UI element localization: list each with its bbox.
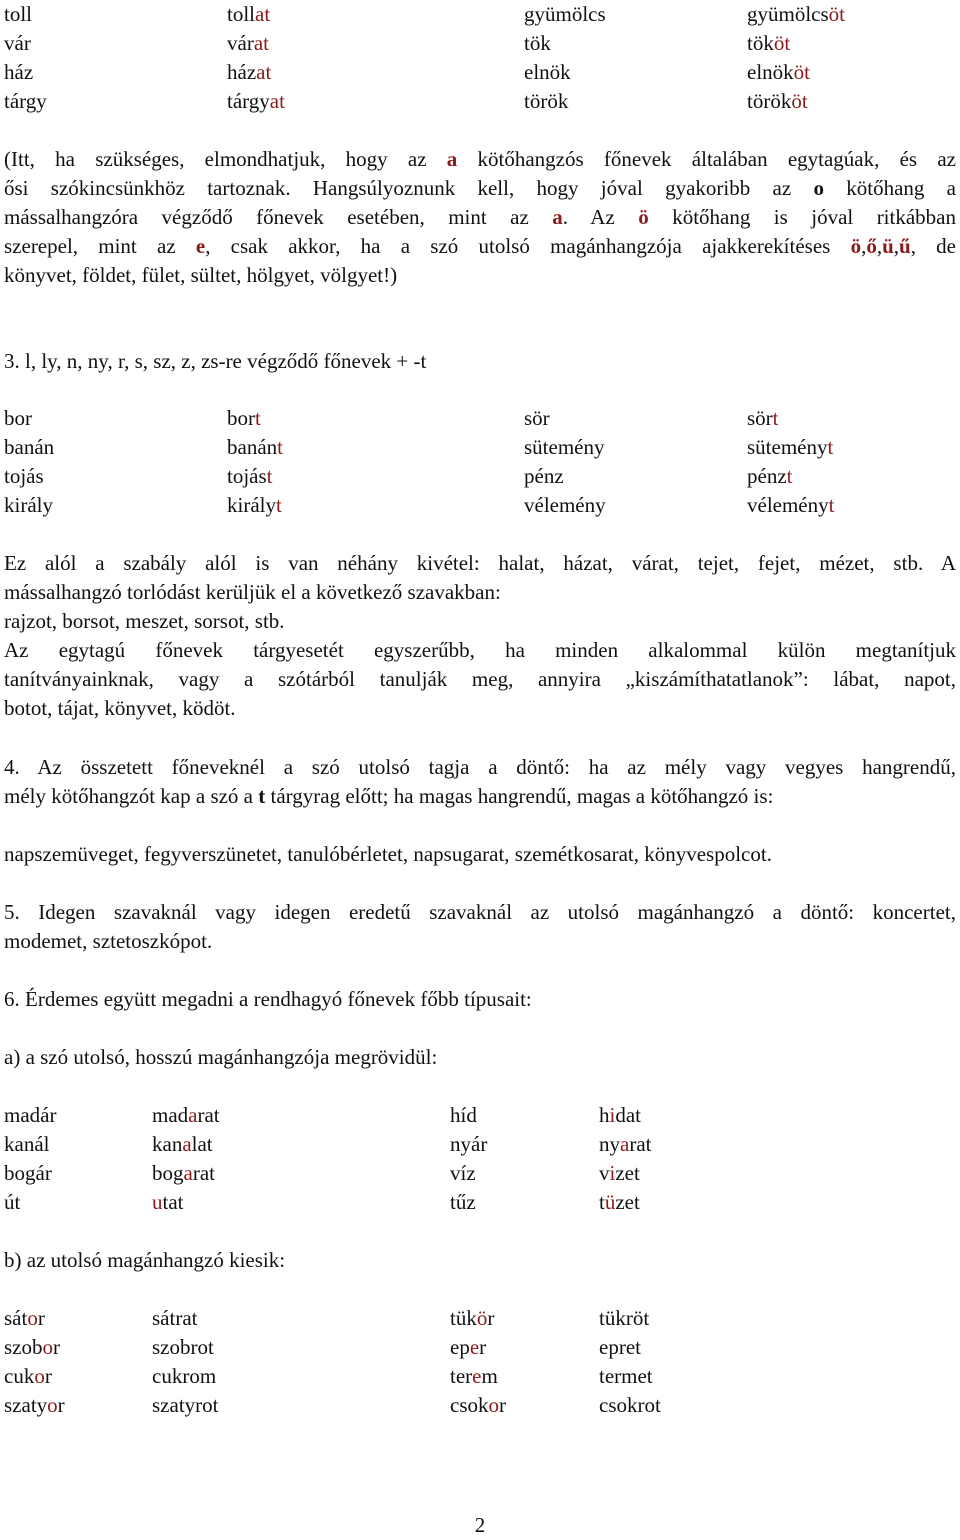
word-stem: török: [747, 89, 792, 113]
word-cell: [599, 1333, 641, 1362]
word-suffix: t: [772, 406, 779, 430]
word-cell: [4, 462, 44, 491]
note-paragraph: [4, 145, 956, 290]
word-cell: [524, 491, 606, 520]
word-suffix: at: [256, 60, 272, 84]
paragraph-line: (Itt, ha szükséges, elmondhatjuk, hogy az a kötőhangzós főnevek általában egytagúak, és az: [4, 147, 956, 171]
word-stem: tök: [524, 31, 551, 55]
word-stem: banán: [227, 435, 278, 459]
word-stem: vár: [4, 31, 31, 55]
word-cell: [747, 404, 779, 433]
highlighted-letter: ö: [638, 205, 649, 229]
word-stem: vélemény: [747, 493, 829, 517]
word-part: epret: [599, 1335, 641, 1359]
changed-vowel: i: [609, 1103, 616, 1127]
word-part: madár: [4, 1103, 57, 1127]
highlighted-letter: ü: [882, 234, 894, 258]
word-cell: [227, 0, 270, 29]
word-stem: király: [227, 493, 276, 517]
word-stem: elnök: [524, 60, 571, 84]
paragraph-line: Ez alól a szabály alól is van néhány kivétel: halat, házat, várat, tejet, fejet, mézet, stb. A: [4, 551, 956, 575]
word-suffix: t: [255, 406, 261, 430]
word-cell: [450, 1101, 477, 1130]
table-row: [4, 462, 956, 491]
word-cell: [524, 462, 564, 491]
word-cell: [524, 87, 568, 116]
word-part: szob: [4, 1335, 43, 1359]
word-cell: [524, 404, 550, 433]
word-part: r: [57, 1393, 65, 1417]
section-3-heading: 3. l, ly, n, ny, r, s, sz, z, zs-re végződő főnevek + -t: [4, 349, 427, 373]
word-cell: [599, 1130, 651, 1159]
word-part: r: [37, 1306, 45, 1330]
word-suffix: at: [253, 31, 269, 55]
word-stem: török: [524, 89, 569, 113]
word-cell: [450, 1362, 498, 1391]
word-stem: sütemény: [524, 435, 605, 459]
word-part: r: [487, 1306, 495, 1330]
word-suffix: öt: [773, 31, 791, 55]
section-5-paragraph: [4, 898, 956, 956]
word-cell: [4, 433, 54, 462]
word-part: ep: [450, 1335, 470, 1359]
word-part: zet: [615, 1161, 640, 1185]
word-part: v: [599, 1161, 610, 1185]
word-cell: [599, 1159, 640, 1188]
table-row: [4, 1362, 956, 1391]
word-stem: tárgy: [227, 89, 270, 113]
word-cell: [450, 1333, 486, 1362]
word-stem: elnök: [747, 60, 794, 84]
word-cell: [450, 1159, 476, 1188]
word-part: tat: [162, 1190, 184, 1214]
word-cell: [4, 404, 32, 433]
exceptions-paragraph: [4, 549, 956, 723]
paragraph-line: szerepel, mint az e, csak akkor, ha a szó utolsó magánhangzója ajakkerekítéses ö,ő,ü,ű, de: [4, 234, 956, 258]
word-part: r: [44, 1364, 52, 1388]
word-cell: [747, 462, 793, 491]
word-part: híd: [450, 1103, 477, 1127]
word-cell: [152, 1362, 216, 1391]
word-cell: [152, 1130, 213, 1159]
word-cell: [524, 0, 606, 29]
paragraph-line: modemet, sztetoszkópot.: [4, 929, 213, 953]
word-part: h: [599, 1103, 610, 1127]
word-part: lat: [191, 1132, 213, 1156]
word-cell: [747, 0, 845, 29]
word-part: t: [599, 1190, 605, 1214]
word-suffix: at: [269, 89, 285, 113]
word-suffix: t: [266, 464, 273, 488]
word-part: ter: [450, 1364, 473, 1388]
word-part: r: [479, 1335, 487, 1359]
word-cell: [4, 1101, 56, 1130]
word-part: tűz: [450, 1190, 476, 1214]
word-part: r: [53, 1335, 60, 1359]
highlighted-letter: ő: [866, 234, 877, 258]
changed-vowel: i: [609, 1161, 616, 1185]
word-cell: [747, 87, 808, 116]
word-cell: [227, 29, 269, 58]
word-stem: bor: [4, 406, 32, 430]
table-row: [4, 1333, 956, 1362]
paragraph-line: tanítványainknak, vagy a szótárból tanulják meg, annyira „kiszámíthatatlanok”: lábat, napot,: [4, 667, 956, 691]
paragraph-line: mássalhangzó torlódást kerüljük el a következő szavakban:: [4, 580, 501, 604]
table-row: [4, 1304, 956, 1333]
table-row: [4, 1101, 956, 1130]
word-part: m: [481, 1364, 498, 1388]
changed-vowel: o: [47, 1393, 58, 1417]
word-cell: [152, 1188, 184, 1217]
word-cell: [747, 29, 790, 58]
word-stem: toll: [4, 2, 33, 26]
word-suffix: t: [786, 464, 793, 488]
word-suffix: t: [275, 493, 282, 517]
table-row: [4, 29, 956, 58]
word-cell: [747, 433, 833, 462]
word-stem: sör: [747, 406, 773, 430]
word-part: zet: [615, 1190, 640, 1214]
paragraph-line: könyvet, földet, fület, sültet, hölgyet, völgyet!): [4, 263, 398, 287]
word-part: szaty: [4, 1393, 48, 1417]
word-cell: [152, 1333, 214, 1362]
word-part: csok: [450, 1393, 489, 1417]
changed-vowel: e: [472, 1364, 482, 1388]
word-part: rat: [629, 1132, 652, 1156]
paragraph-line: mély kötőhangzót kap a szó a t tárgyrag előtt; ha magas hangrendű, magas a kötőhangzó is:: [4, 784, 774, 808]
changed-vowel: o: [42, 1335, 53, 1359]
word-cell: [524, 58, 571, 87]
word-part: út: [4, 1190, 21, 1214]
paragraph-line: 5. Idegen szavaknál vagy idegen eredetű szavaknál az utolsó magánhangzó a döntő: koncertet,: [4, 900, 956, 924]
word-cell: [4, 1304, 45, 1333]
paragraph-line: mássalhangzóra végződő főnevek esetében, mint az a. Az ö kötőhang is jóval ritkábban: [4, 205, 956, 229]
word-stem: ház: [227, 60, 257, 84]
changed-vowel: e: [469, 1335, 480, 1359]
word-cell: [599, 1188, 640, 1217]
changed-vowel: u: [152, 1190, 163, 1214]
changed-vowel: a: [182, 1132, 192, 1156]
paragraph-line: 4. Az összetett főneveknél a szó utolsó tagja a döntő: ha az mély vagy vegyes hangrendű,: [4, 755, 956, 779]
word-cell: [227, 491, 282, 520]
word-stem: sütemény: [747, 435, 828, 459]
word-cell: [524, 29, 551, 58]
paragraph-line: botot, tájat, könyvet, ködöt.: [4, 696, 236, 720]
word-stem: vélemény: [524, 493, 606, 517]
word-part: szobrot: [152, 1335, 214, 1359]
changed-vowel: ö: [476, 1306, 488, 1330]
subsection-b-heading: b) az utolsó magánhangzó kiesik:: [4, 1248, 286, 1272]
word-part: cukrom: [152, 1364, 217, 1388]
word-cell: [4, 1362, 52, 1391]
word-stem: gyümölcs: [747, 2, 829, 26]
highlighted-letter: a: [552, 205, 563, 229]
page-number: 2: [474, 1513, 486, 1537]
word-suffix: öt: [793, 60, 810, 84]
section-4-examples: napszemüveget, fegyverszünetet, tanulóbérletet, napsugarat, szemétkosarat, könyvespolcot.: [4, 842, 772, 866]
word-cell: [4, 1188, 20, 1217]
changed-vowel: a: [183, 1161, 193, 1185]
changed-vowel: o: [27, 1306, 38, 1330]
word-part: rat: [197, 1103, 220, 1127]
word-part: tükröt: [599, 1306, 650, 1330]
word-stem: vár: [227, 31, 254, 55]
word-cell: [450, 1304, 494, 1333]
word-stem: ház: [4, 60, 34, 84]
table-row: [4, 58, 956, 87]
word-part: csokrot: [599, 1393, 661, 1417]
word-cell: [152, 1101, 220, 1130]
paragraph-line: ősi szókincsünkhöz tartoznak. Hangsúlyoznunk kell, hogy jóval gyakoribb az o kötőhang a: [4, 176, 957, 200]
word-cell: [4, 1159, 52, 1188]
word-stem: pénz: [524, 464, 564, 488]
table-row: [4, 1159, 956, 1188]
word-suffix: öt: [828, 2, 846, 26]
word-stem: banán: [4, 435, 55, 459]
word-part: termet: [599, 1364, 653, 1388]
word-cell: [599, 1362, 653, 1391]
word-cell: [450, 1188, 476, 1217]
word-suffix: at: [255, 2, 271, 26]
word-cell: [4, 29, 31, 58]
changed-vowel: ü: [604, 1190, 616, 1214]
bold-letter: o: [813, 176, 824, 200]
word-cell: [4, 491, 53, 520]
table-row: [4, 87, 956, 116]
word-cell: [4, 1391, 65, 1420]
word-cell: [599, 1101, 641, 1130]
word-cell: [227, 87, 285, 116]
word-cell: [227, 404, 261, 433]
word-cell: [747, 491, 834, 520]
word-suffix: t: [828, 493, 835, 517]
subsection-a-heading: a) a szó utolsó, hosszú magánhangzója megrövidül:: [4, 1045, 438, 1069]
word-cell: [599, 1304, 649, 1333]
word-part: dat: [615, 1103, 641, 1127]
word-cell: [4, 0, 32, 29]
word-part: sátrat: [152, 1306, 198, 1330]
word-cell: [227, 58, 271, 87]
word-part: bogár: [4, 1161, 52, 1185]
bold-letter: t: [258, 784, 266, 808]
word-part: szatyrot: [152, 1393, 219, 1417]
word-suffix: t: [277, 435, 283, 459]
highlighted-letter: e: [195, 234, 206, 258]
word-cell: [4, 1130, 49, 1159]
highlighted-letter: ö: [850, 234, 862, 258]
paragraph-line: rajzot, borsot, meszet, sorsot, stb.: [4, 609, 285, 633]
word-suffix: öt: [791, 89, 808, 113]
word-stem: király: [4, 493, 53, 517]
word-stem: tök: [747, 31, 774, 55]
word-part: nyár: [450, 1132, 488, 1156]
word-cell: [747, 58, 810, 87]
word-part: rat: [192, 1161, 215, 1185]
word-cell: [524, 433, 604, 462]
changed-vowel: a: [188, 1103, 198, 1127]
word-stem: sör: [524, 406, 550, 430]
word-part: cuk: [4, 1364, 35, 1388]
word-cell: [227, 462, 273, 491]
table-row: [4, 404, 956, 433]
word-cell: [450, 1391, 506, 1420]
word-suffix: t: [827, 435, 834, 459]
word-part: sát: [4, 1306, 28, 1330]
word-cell: [4, 1333, 60, 1362]
word-part: kanál: [4, 1132, 50, 1156]
word-cell: [450, 1130, 487, 1159]
word-cell: [152, 1159, 215, 1188]
word-stem: tojás: [4, 464, 44, 488]
changed-vowel: a: [620, 1132, 630, 1156]
changed-vowel: o: [488, 1393, 499, 1417]
word-part: r: [499, 1393, 506, 1417]
table-row: [4, 1130, 956, 1159]
highlighted-letter: a: [446, 147, 458, 171]
word-cell: [4, 58, 33, 87]
word-cell: [227, 433, 283, 462]
word-part: víz: [450, 1161, 476, 1185]
word-part: ny: [599, 1132, 620, 1156]
word-stem: pénz: [747, 464, 787, 488]
word-stem: gyümölcs: [524, 2, 606, 26]
word-part: mad: [152, 1103, 189, 1127]
table-row: [4, 0, 956, 29]
section-6-heading: 6. Érdemes együtt megadni a rendhagyó főnevek főbb típusait:: [4, 987, 532, 1011]
word-part: bog: [152, 1161, 184, 1185]
section-4-paragraph: [4, 753, 956, 811]
table-row: [4, 1391, 956, 1420]
word-stem: tárgy: [4, 89, 47, 113]
highlighted-letter: ű: [899, 234, 911, 258]
changed-vowel: o: [34, 1364, 45, 1388]
word-cell: [599, 1391, 661, 1420]
word-cell: [152, 1391, 218, 1420]
word-part: kan: [152, 1132, 183, 1156]
word-stem: toll: [227, 2, 256, 26]
word-part: tük: [450, 1306, 477, 1330]
table-row: [4, 433, 956, 462]
word-stem: bor: [227, 406, 255, 430]
word-stem: tojás: [227, 464, 267, 488]
word-cell: [4, 87, 47, 116]
paragraph-line: Az egytagú főnevek tárgyesetét egyszerűbb, ha minden alkalommal külön megtanítjuk: [4, 638, 956, 662]
word-cell: [152, 1304, 197, 1333]
table-row: [4, 1188, 956, 1217]
table-row: [4, 491, 956, 520]
